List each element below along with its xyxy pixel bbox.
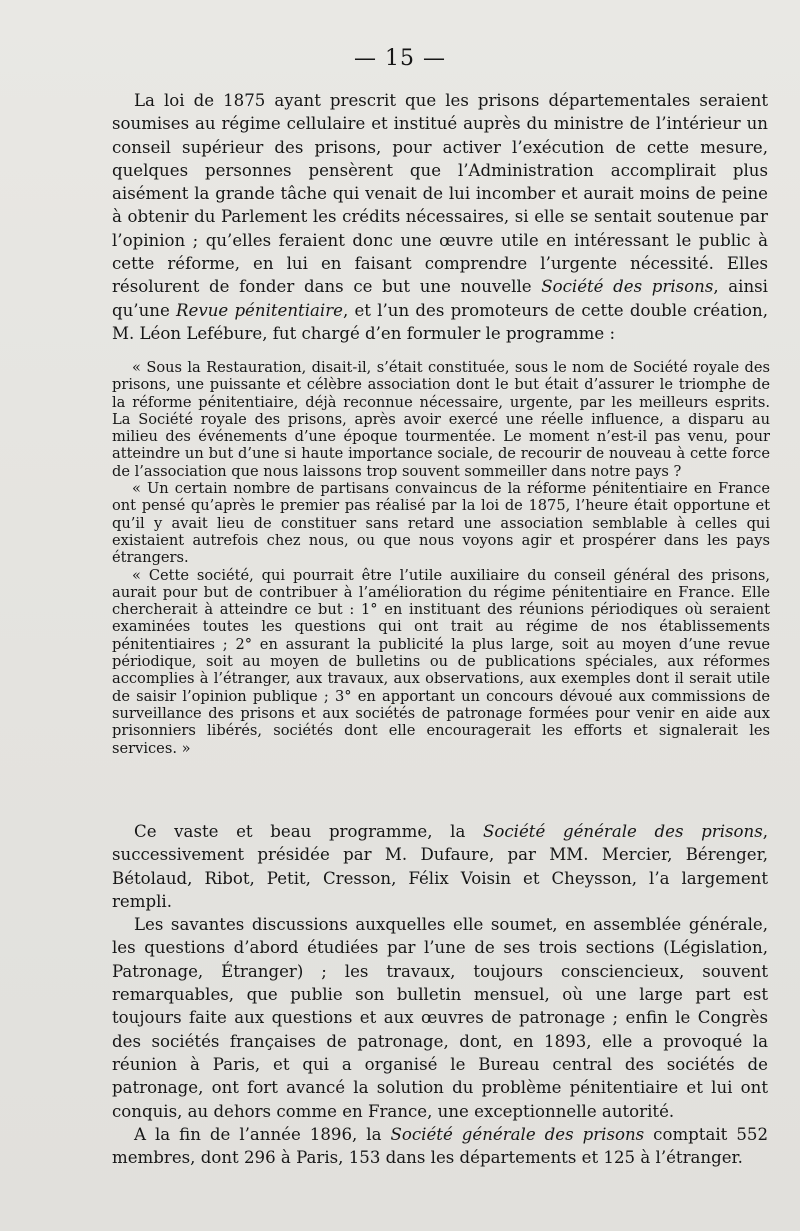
closing-paragraph-3 (112, 1123, 768, 1170)
closing-p3-part-1: A la fin de l’année 1896, la (134, 1124, 391, 1144)
page-number: — 15 — (354, 46, 446, 71)
societe-generale-title-2: Société générale des prisons (390, 1124, 645, 1144)
quote-paragraph-2: « Un certain nombre de partisans convaincus de la réforme pénitentiaire en France ont pensé qu’après le premier pas réalisé par la loi de 1875, l’heure était opportune et qu’il y avait lieu de constituer sans retard une association semblable à celles qui existaient autrefois chez nous, ou que nous voyons agir et prospérer dans les pays étrangers. (112, 480, 770, 567)
revue-penitentiaire-title: Revue pénitentiaire (176, 300, 343, 320)
closing-paragraph-1 (112, 820, 768, 913)
closing-p1-part-1: Ce vaste et beau programme, la (134, 822, 484, 841)
societe-des-prisons-title: Société des prisons (541, 277, 714, 297)
intro-text (112, 89, 768, 345)
closing-p3-part-2: comptait 552 membres, dont 296 à Paris, 153 dans les départements et 125 à l’étranger. (112, 1124, 768, 1168)
closing-paragraph-2: Les savantes discussions auxquelles elle soumet, en assemblée générale, les questions d’abord étudiées par l’une de ses trois sections (Législation, Patronage, Étranger) ; les travaux, toujours consciencieux, souvent remarquables, que publie son bulletin mensuel, où une large part est toujours faite aux questions et aux œuvres de patronage ; enfin le Congrès des sociétés françaises de patronage, dont, en 1893, elle a provoqué la réunion à Paris, et qui a organisé le Bureau central des sociétés de patronage, ont fort avancé la solution du problème pénitentiaire et lui ont conquis, au dehors comme en France, une exceptionnelle autorité. (112, 915, 768, 1121)
quote-paragraph-1: « Sous la Restauration, disait-il, s’était constituée, sous le nom de Société royale des prisons, une puissante et célèbre association dont le but était d’assurer le triomphe de la réforme pénitentiaire, déjà reconnue nécessaire, urgente, par les meilleurs esprits. La Société royale des prisons, après avoir exercé une réelle influence, a disparu au milieu des événements d’une époque tourmentée. Le moment n’est-il pas venu, pour atteindre un but d’une si haute importance sociale, de recourir de nouveau à cette force de l’association que nous laissons trop souvent sommeiller dans notre pays ? (112, 359, 770, 480)
closing-section (112, 820, 768, 1169)
intro-text-part-3: , et l’un des promoteurs de cette double création, M. Léon Lefébure, fut chargé d’en formuler le programme : (112, 300, 768, 343)
closing-p1-part-2: , successivement présidée par M. Dufaure, par MM. Mercier, Bérenger, Bétolaud, Ribot, Petit, Cresson, Félix Voisin et Cheysson, l’a largement rempli. (112, 822, 768, 911)
quote-paragraph-3: « Cette société, qui pourrait être l’utile auxiliaire du conseil général des prisons, aurait pour but de contribuer à l’amélioration du régime pénitentiaire en France. Elle chercherait à atteindre ce but : 1° en instituant des réunions périodiques où seraient examinées toutes les questions qui ont trait au régime de nos établissements pénitentiaires ; 2° en assurant la publicité la plus large, soit au moyen d’une revue périodique, soit au moyen de bulletins ou de publications spéciales, aux réformes accomplies à l’étranger, aux travaux, aux observations, aux exemples dont il serait utile de saisir l’opinion publique ; 3° en apportant un concours dévoué aux commissions de surveillance des prisons et aux sociétés de patronage formées pour venir en aide aux prisonniers libérés, sociétés dont elle encouragerait les efforts et signalerait les services. » (112, 566, 770, 757)
intro-text-part-1: La loi de 1875 ayant prescrit que les prisons départementales seraient soumises au régime cellulaire et institué auprès du ministre de l’intérieur un conseil supérieur des prisons, pour activer l’exécution de cette mesure, quelques personnes pensèrent que l’Administration accomplirait plus aisément la grande tâche qui venait de lui incomber et aurait moins de peine à obtenir du Parlement les crédits nécessaires, si elle se sentait soutenue par l’opinion ; qu’elles feraient donc une œuvre utile en intéressant le public à cette réforme, en lui en faisant comprendre l’urgente nécessité. Elles résolurent de fonder dans ce but une nouvelle (112, 91, 768, 297)
intro-paragraph (112, 89, 768, 345)
quoted-program (112, 359, 770, 757)
intro-text-part-2: , ainsi qu’une (112, 277, 768, 320)
societe-generale-title-1: Société générale des prisons (483, 822, 763, 841)
